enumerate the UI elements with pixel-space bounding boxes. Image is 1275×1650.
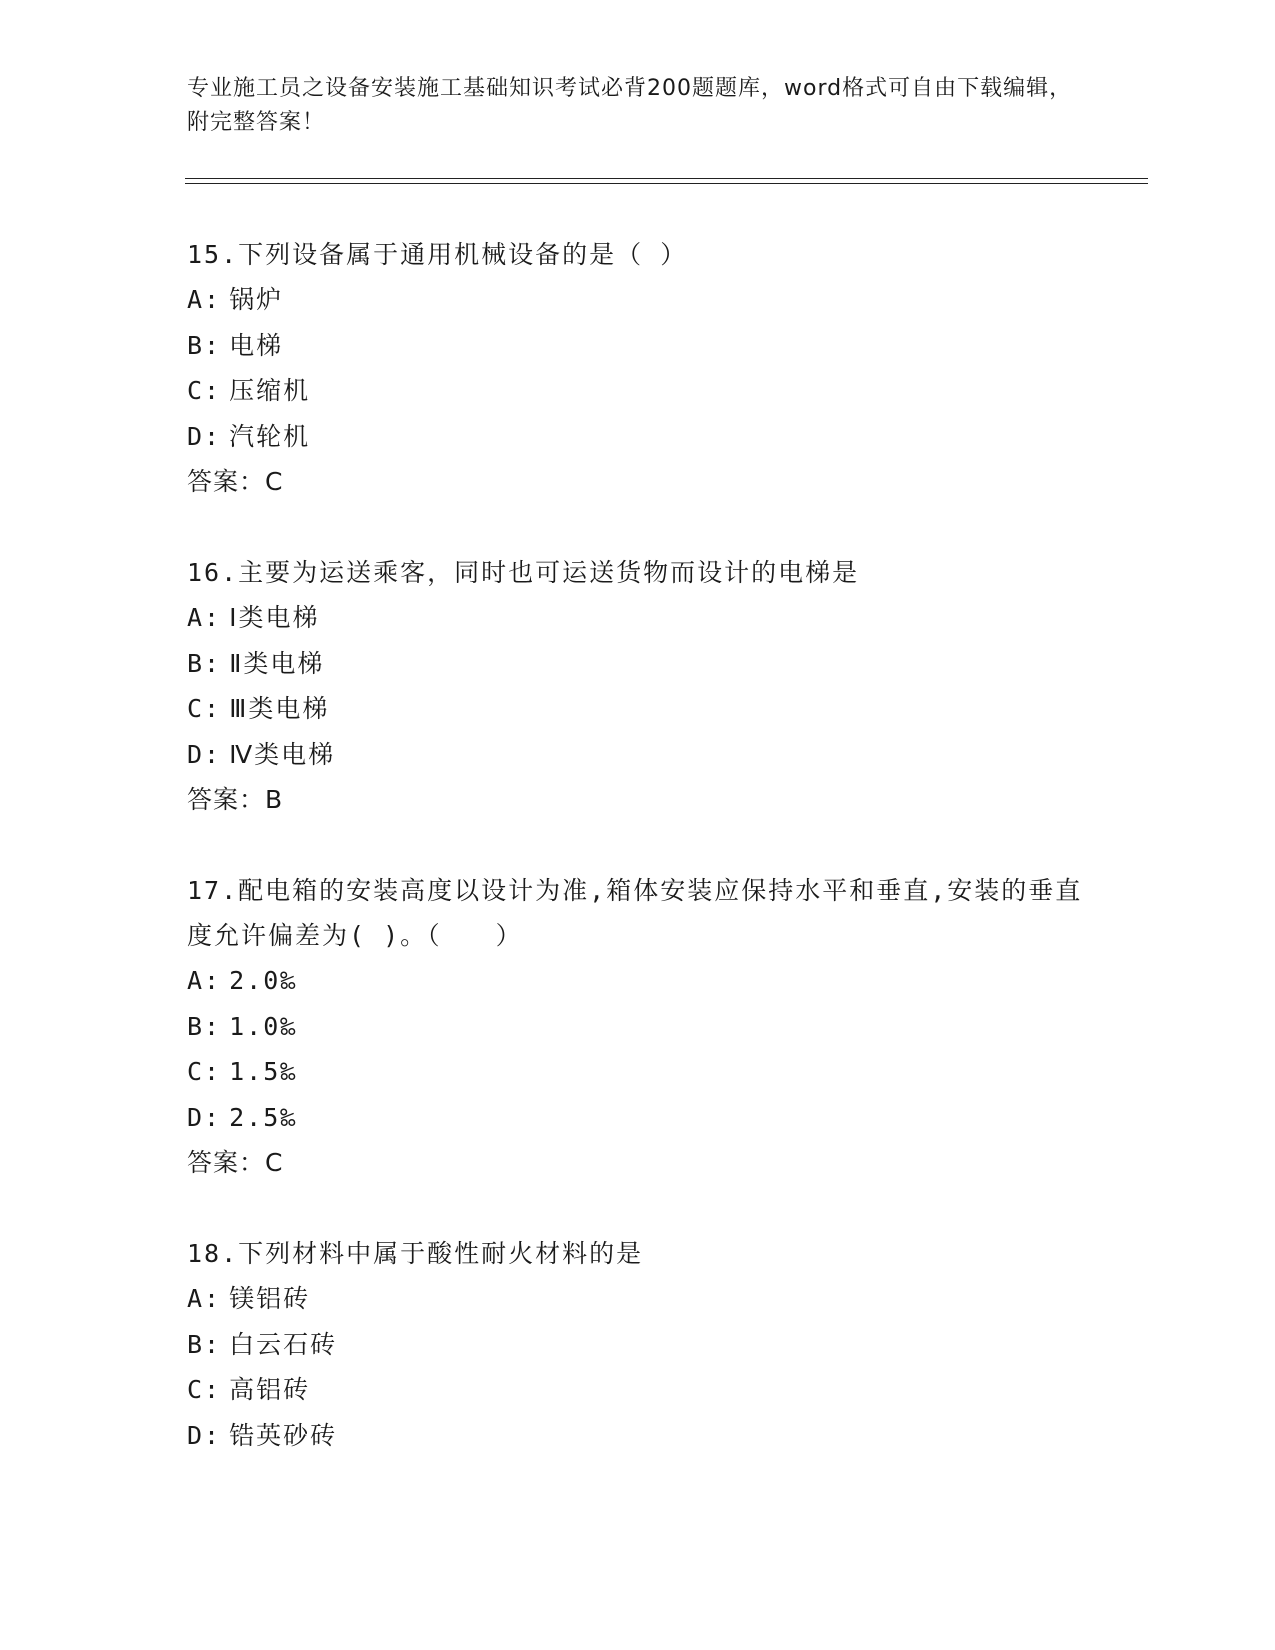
option-letter: C: xyxy=(187,1057,222,1086)
option-text: 锅炉 xyxy=(229,285,284,314)
option-text: Ⅳ类电梯 xyxy=(229,739,336,769)
option-text: 高铝砖 xyxy=(229,1375,311,1404)
option-c xyxy=(187,1049,1087,1095)
document-header: 专业施工员之设备安装施工基础知识考试必背200题题库，word格式可自由下载编辑，附完整答案！ xyxy=(187,76,1073,135)
option-text: 2.0‰ xyxy=(229,966,298,995)
option-letter: D: xyxy=(187,421,222,451)
option-b xyxy=(187,641,1087,687)
option-letter: C: xyxy=(187,694,222,723)
option-letter: A: xyxy=(187,1284,222,1313)
option-b xyxy=(187,1004,1087,1050)
question-17 xyxy=(187,868,1087,1185)
option-letter: A: xyxy=(187,966,222,995)
question-title: 18.下列材料中属于酸性耐火材料的是 xyxy=(187,1239,644,1268)
option-text: 压缩机 xyxy=(229,376,311,405)
option-c xyxy=(187,368,1087,414)
answer-line: 答案：C xyxy=(187,1148,284,1177)
question-title: 15.下列设备属于通用机械设备的是（ ） xyxy=(187,240,688,269)
option-letter: B: xyxy=(187,1329,222,1359)
option-text: 1.0‰ xyxy=(229,1011,298,1041)
option-d xyxy=(187,1095,1087,1141)
option-text: 2.5‰ xyxy=(229,1102,298,1132)
question-16 xyxy=(187,550,1087,822)
option-b xyxy=(187,1322,1087,1368)
option-text: 镁铝砖 xyxy=(229,1284,311,1313)
question-15 xyxy=(187,232,1087,504)
answer-line: 答案：B xyxy=(187,785,284,814)
question-title: 16.主要为运送乘客，同时也可运送货物而设计的电梯是 xyxy=(187,558,860,587)
option-letter: A: xyxy=(187,285,222,314)
option-letter: B: xyxy=(187,648,222,678)
option-text: 汽轮机 xyxy=(229,421,311,451)
header-divider-bottom xyxy=(185,183,1148,184)
option-c xyxy=(187,1367,1087,1413)
option-letter: D: xyxy=(187,1102,222,1132)
option-letter: B: xyxy=(187,330,222,360)
option-letter: C: xyxy=(187,376,222,405)
option-d xyxy=(187,732,1087,778)
option-text: Ⅱ类电梯 xyxy=(229,648,325,678)
option-b xyxy=(187,323,1087,369)
option-d xyxy=(187,1413,1087,1459)
option-d xyxy=(187,414,1087,460)
option-a xyxy=(187,277,1087,323)
question-18 xyxy=(187,1231,1087,1458)
option-a xyxy=(187,958,1087,1004)
option-letter: C: xyxy=(187,1375,222,1404)
question-title: 17.配电箱的安装高度以设计为准,箱体安装应保持水平和垂直,安装的垂直度允许偏差为( )。（ ） xyxy=(187,876,1083,950)
option-text: 1.5‰ xyxy=(229,1057,298,1086)
option-letter: D: xyxy=(187,1420,222,1450)
option-c xyxy=(187,686,1087,732)
option-letter: D: xyxy=(187,739,222,769)
option-letter: B: xyxy=(187,1011,222,1041)
option-a xyxy=(187,1276,1087,1322)
option-letter: A: xyxy=(187,603,222,632)
option-text: 白云石砖 xyxy=(229,1329,338,1359)
answer-line: 答案：C xyxy=(187,467,284,496)
option-text: 锆英砂砖 xyxy=(229,1420,338,1450)
option-text: 电梯 xyxy=(229,330,284,360)
option-text: Ⅰ类电梯 xyxy=(229,603,320,632)
header-divider-top xyxy=(185,178,1148,179)
option-text: Ⅲ类电梯 xyxy=(229,694,330,723)
option-a xyxy=(187,595,1087,641)
